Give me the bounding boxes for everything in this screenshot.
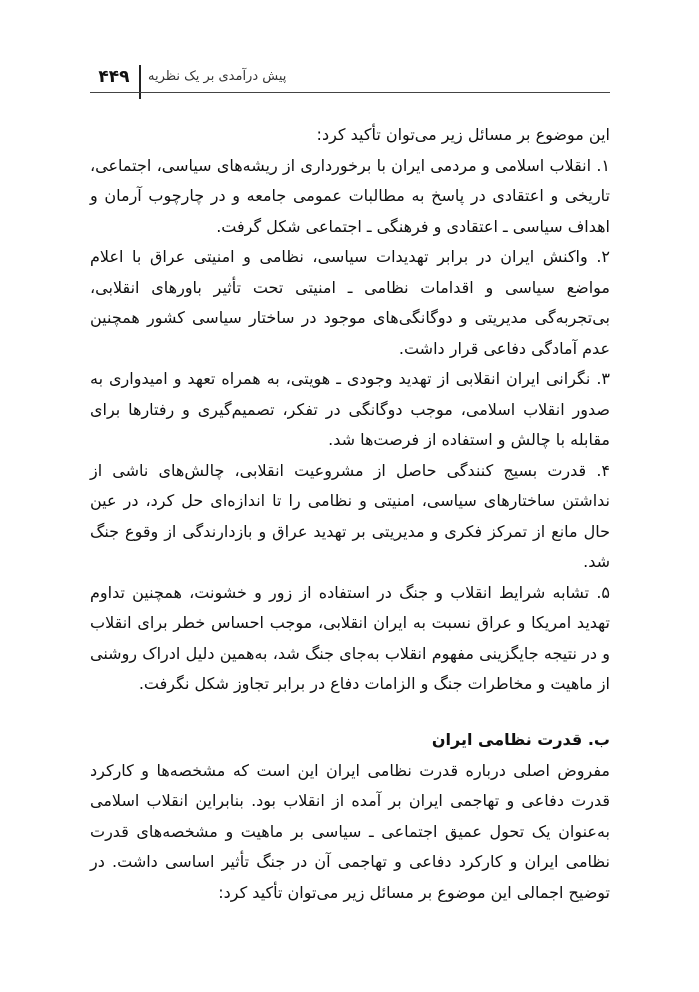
list-item-4: ۴. قدرت بسیج کنندگی حاصل از مشروعیت انقلابی، چالش‌های ناشی از نداشتن ساختارهای سیاسی، امنیتی و نظامی را تا اندازه‌ای حل کرد، در عین حال مانع از تمرکز فکری و مدیریتی بر تهدید عراق و بازدارندگی از وقوع جنگ شد. xyxy=(90,460,610,571)
section-heading: ب. قدرت نظامی ایران xyxy=(431,729,610,749)
page-number: ۴۴۹ xyxy=(98,67,130,87)
list-item-1: ۱. انقلاب اسلامی و مردمی ایران با برخورداری از ریشه‌های سیاسی، اجتماعی، تاریخی و اعتقادی در پاسخ به مطالبات عمومی جامعه و در چارچوب آرمان و اهداف سیاسی ـ اعتقادی و فرهنگی ـ اجتماعی شکل گرفت. xyxy=(90,155,610,236)
page-body xyxy=(90,120,610,908)
list-item-5: ۵. تشابه شرایط انقلاب و جنگ در استفاده از زور و خشونت، همچنین تداوم تهدید امریکا و عراق نسبت به ایران انقلابی، موجب احساس خطر برای انقلاب و در نتیجه جایگزینی مفهوم انقلاب به‌جای جنگ شد، به‌همین دلیل ادراک روشنی از ماهیت و مخاطرات جنگ و الزامات دفاع در برابر تجاوز شکل نگرفت. xyxy=(90,582,610,693)
list-item-3: ۳. نگرانی ایران انقلابی از تهدید وجودی ـ هویتی، به همراه تعهد و امیدواری به صدور انقلاب اسلامی، موجب دوگانگی در تفکر، تصمیم‌گیری و رفتارها برای مقابله با چالش و استفاده از فرصت‌ها شد. xyxy=(90,369,610,449)
intro-line: این موضوع بر مسائل زیر می‌توان تأکید کرد: xyxy=(316,125,610,144)
section-paragraph: مفروض اصلی درباره قدرت نظامی ایران این است که مشخصه‌ها و کارکرد قدرت دفاعی و تهاجمی ایران بر آمده از انقلاب بود. بنابراین انقلاب اسلامی به‌عنوان یک تحول عمیق اجتماعی ـ سیاسی بر ماهیت و مشخصه‌های قدرت نظامی ایران و کارکرد دفاعی و تهاجمی آن در جنگ تأثیر اساسی داشت. در توضیح اجمالی این موضوع بر مسائل زیر می‌توان تأکید کرد: xyxy=(90,760,610,902)
header-rule xyxy=(90,92,610,93)
running-header xyxy=(90,63,610,93)
list-item-2: ۲. واکنش ایران در برابر تهدیدات سیاسی، نظامی و امنیتی عراق با اعلام مواضع سیاسی و اقدامات نظامی ـ امنیتی تحت تأثیر باورهای انقلابی، بی‌تجربه‌گی مدیریتی و دوگانگی‌های موجود در ساختار سیاسی کشور همچنین عدم آمادگی دفاعی قرار داشت. xyxy=(90,247,610,358)
running-title: پیش درآمدی بر یک نظریه xyxy=(148,69,287,84)
header-separator xyxy=(139,65,141,99)
